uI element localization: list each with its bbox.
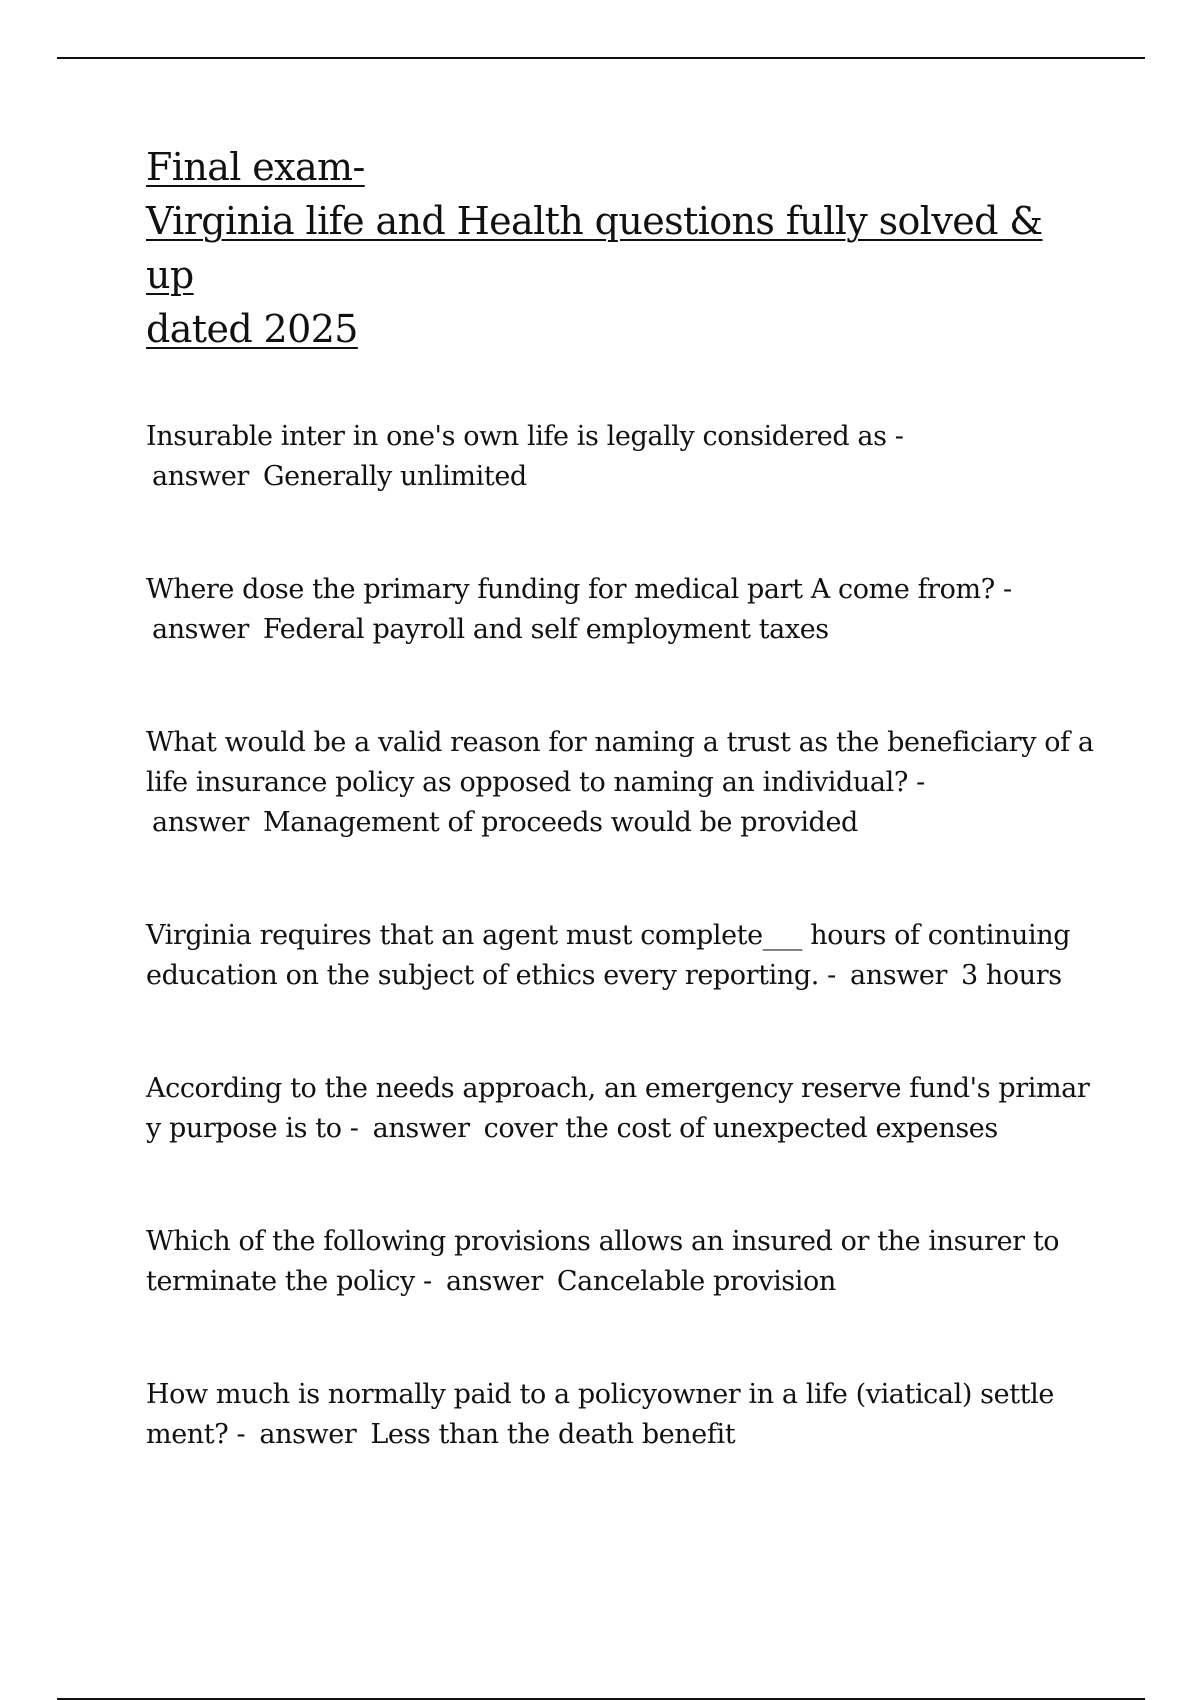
title-line-2: Virginia life and Health questions fully solved & up (146, 199, 1043, 297)
question-text: Where dose the primary funding for medical part A come from? - (146, 574, 1012, 605)
answer-text: 3 hours (960, 960, 1062, 991)
answer-label: answer (259, 1419, 357, 1450)
answer-text: Cancelable provision (556, 1266, 836, 1297)
question-text: What would be a valid reason for naming a trust as the beneficiary of a life insurance policy as opposed to naming an individual? - (146, 727, 1094, 798)
qa-item (146, 1375, 1096, 1455)
answer-text: Generally unlimited (262, 461, 527, 492)
qa-item (146, 1069, 1096, 1149)
top-rule (57, 57, 1145, 59)
answer-label: answer (152, 614, 249, 645)
question-text: Which of the following provisions allows an insured or the insurer to terminate the policy - (146, 1226, 1060, 1297)
qa-item (146, 570, 1096, 650)
answer-text: Management of proceeds would be provided (262, 807, 858, 838)
answer-label: answer (372, 1113, 470, 1144)
qa-item (146, 723, 1096, 843)
qa-item (146, 417, 1096, 497)
question-text: Insurable inter in one's own life is legally considered as - (146, 421, 904, 452)
title-line-1: Final exam- (146, 145, 365, 189)
qa-item (146, 1222, 1096, 1302)
qa-item (146, 916, 1096, 996)
answer-label: answer (152, 807, 249, 838)
answer-text: Federal payroll and self employment taxes (262, 614, 829, 645)
answer-text: cover the cost of unexpected expenses (483, 1113, 998, 1144)
answer-text: Less than the death benefit (370, 1419, 736, 1450)
answer-label: answer (152, 461, 249, 492)
title-line-3: dated 2025 (146, 307, 358, 351)
document-body (146, 140, 1096, 1528)
question-list (146, 417, 1096, 1455)
question-text: How much is normally paid to a policyowner in a life (viatical) settle ment? - (146, 1379, 1054, 1450)
answer-label: answer (445, 1266, 543, 1297)
answer-label: answer (850, 960, 947, 991)
question-text: Virginia requires that an agent must complete___ hours of continuing education on the subject of ethics every reporting. - (146, 920, 1071, 991)
document-title (146, 140, 1096, 356)
question-text: According to the needs approach, an emergency reserve fund's primar y purpose is to - (146, 1073, 1090, 1144)
